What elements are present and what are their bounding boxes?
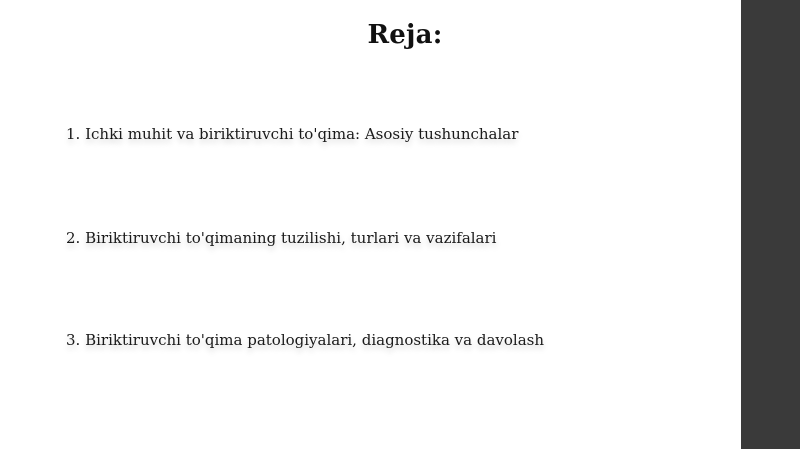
plan-item-1: 1. Ichki muhit va biriktiruvchi to'qima: Asosiy tushunchalar (66, 125, 519, 143)
right-sidebar-panel (741, 0, 800, 449)
plan-item-3: 3. Biriktiruvchi to'qima patologiyalari, diagnostika va davolash (66, 331, 545, 349)
slide-title: Reja: (367, 20, 443, 50)
plan-item-2: 2. Biriktiruvchi to'qimaning tuzilishi, turlari va vazifalari (66, 229, 497, 247)
